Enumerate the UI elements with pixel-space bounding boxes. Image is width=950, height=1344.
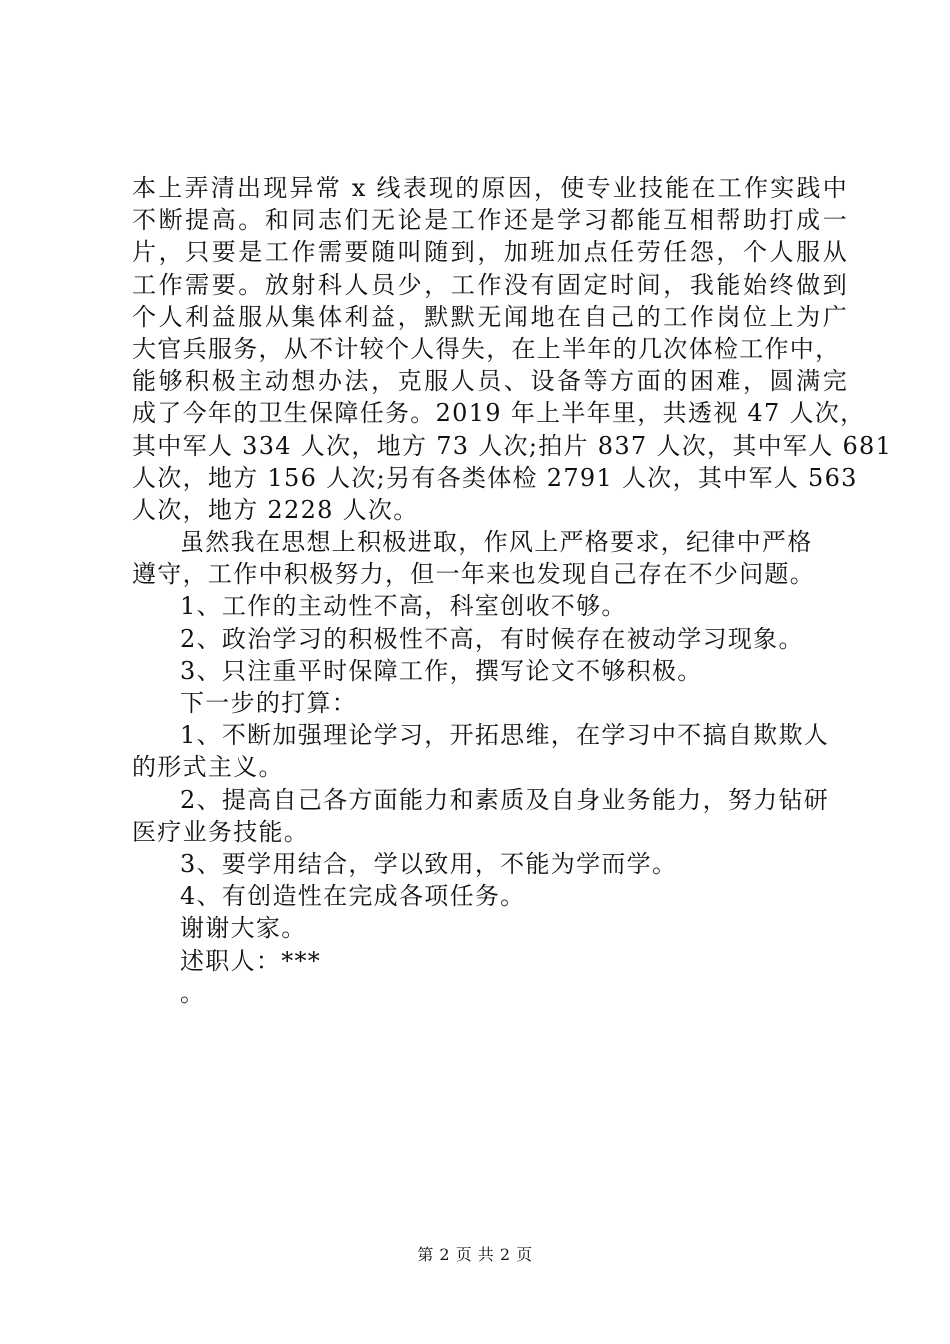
page-footer: 第 2 页 共 2 页 [417, 1245, 533, 1264]
text-line: 能够积极主动想办法，克服人员、设备等方面的困难，圆满完 [132, 367, 848, 396]
text-line: 个人利益服从集体利益，默默无闻地在自己的工作岗位上为广 [132, 302, 848, 331]
paragraph-start-line: 虽然我在思想上积极进取，作风上严格要求，纪律中严格 [180, 528, 813, 557]
trailing-mark: 。 [180, 978, 206, 1007]
text-line: 工作需要。放射科人员少，工作没有固定时间，我能始终做到 [132, 270, 848, 299]
list-item-continuation: 的形式主义。 [132, 753, 284, 782]
text-line: 不断提高。和同志们无论是工作还是学习都能互相帮助打成一 [132, 206, 848, 235]
list-item: 2、提高自己各方面能力和素质及自身业务能力，努力钻研 [180, 785, 830, 814]
text-line: 本上弄清出现异常 x 线表现的原因，使专业技能在工作实践中 [132, 174, 848, 202]
section-heading: 下一步的打算： [180, 689, 358, 717]
text-line: 片，只要是工作需要随叫随到，加班加点任劳任怨，个人服从 [132, 238, 848, 267]
list-item: 4、有创造性在完成各项任务。 [180, 882, 526, 911]
list-item: 1、工作的主动性不高，科室创收不够。 [180, 592, 627, 621]
text-line: 大官兵服务，从不计较个人得失，在上半年的几次体检工作中， [132, 334, 841, 363]
text-line: 人次，地方 156 人次;另有各类体检 2791 人次，其中军人 563 [132, 463, 858, 492]
document-body [132, 172, 893, 1009]
list-item: 3、只注重平时保障工作，撰写论文不够积极。 [180, 656, 703, 685]
closing-thanks: 谢谢大家。 [180, 914, 307, 943]
text-line: 人次，地方 2228 人次。 [132, 495, 419, 524]
text-line: 其中军人 334 人次，地方 73 人次;拍片 837 人次，其中军人 681 [132, 431, 893, 460]
list-item-continuation: 医疗业务技能。 [132, 817, 310, 846]
text-line: 遵守，工作中积极努力，但一年来也发现自己存在不少问题。 [132, 560, 816, 589]
signature-line: 述职人：*** [180, 946, 322, 975]
text-line: 成了今年的卫生保障任务。2019 年上半年里，共透视 47 人次， [132, 399, 866, 428]
list-item: 1、不断加强理论学习，开拓思维，在学习中不搞自欺欺人 [180, 721, 830, 750]
list-item: 3、要学用结合，学以致用，不能为学而学。 [180, 849, 678, 878]
list-item: 2、政治学习的积极性不高，有时候存在被动学习现象。 [180, 624, 804, 653]
